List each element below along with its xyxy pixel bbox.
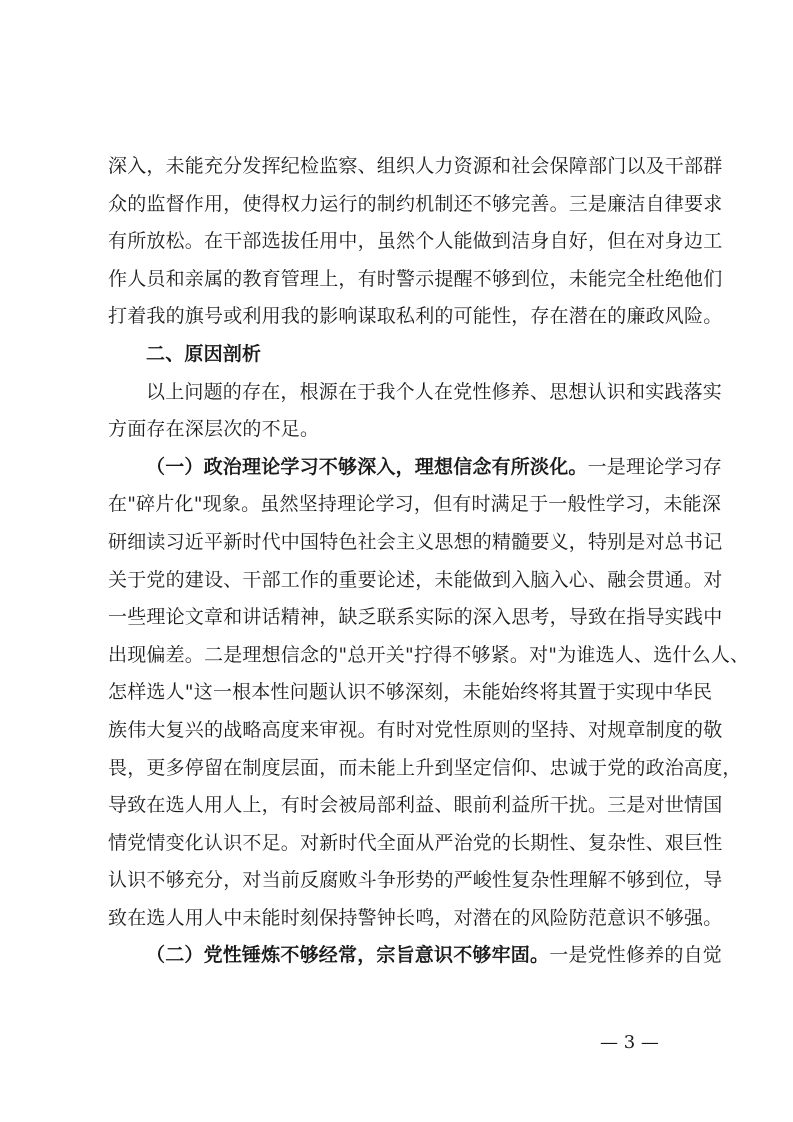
text-line: 深入，未能充分发挥纪检监察、组织人力资源和社会保障部门以及干部群 [108,155,723,177]
text-line: 有所放松。在干部选拔任用中，虽然个人能做到洁身自好，但在对身边工 [108,230,723,253]
text-line: 出现偏差。二是理想信念的"总开关"拧得不够紧。对"为谁选人、选什么人、 [108,643,750,666]
text-line: 作人员和亲属的教育管理上，有时警示提醒不够到位，未能完全杜绝他们 [108,267,723,290]
text-line [108,937,723,975]
text-line: 怎样选人"这一根本性问题认识不够深刻，未能始终将其置于实现中华民 [108,681,713,704]
paragraph-continuation [108,148,723,336]
paragraph-subsection-2 [108,937,723,975]
text-line: 方面存在深层次的不足。 [108,418,320,441]
subsection-heading: （一）政治理论学习不够深入，理想信念有所淡化。 [146,455,588,478]
section-heading: 二、原因剖析 [146,342,262,365]
subsection-heading: （二）党性锤炼不够经常，宗旨意识不够牢固。 [146,944,550,967]
text-line: 导致在选人用人上，有时会被局部利益、眼前利益所干扰。三是对世情国 [108,794,723,817]
text-line: 关于党的建设、干部工作的重要论述，未能做到入脑入心、融会贯通。对 [108,568,723,591]
page-number: — 3 — [600,1032,659,1053]
text-line: 族伟大复兴的战略高度来审视。有时对党性原则的坚持、对规章制度的敬 [108,718,723,741]
text-line [108,449,723,487]
document-page [108,148,750,975]
paragraph-intro [108,374,723,449]
text-line: 在"碎片化"现象。虽然坚持理论学习，但有时满足于一般性学习，未能深 [108,493,722,516]
text-run: 一是党性修养的自觉 [549,944,723,967]
text-line: 众的监督作用，使得权力运行的制约机制还不够完善。三是廉洁自律要求 [108,192,723,215]
text-line: 情党情变化认识不足。对新时代全面从严治党的长期性、复杂性、艰巨性 [108,831,723,854]
text-line: 一些理论文章和讲话精神，缺乏联系实际的深入思考，导致在指导实践中 [108,606,723,629]
text-line: 致在选人用人中未能时刻保持警钟长鸣，对潜在的风险防范意识不够强。 [108,906,723,929]
text-line: 打着我的旗号或利用我的影响谋取私利的可能性，存在潜在的廉政风险。 [108,305,723,328]
text-line: 畏，更多停留在制度层面，而未能上升到坚定信仰、忠诚于党的政治高度， [108,756,742,779]
paragraph-subsection-1 [108,449,750,938]
text-line: 认识不够充分，对当前反腐败斗争形势的严峻性复杂性理解不够到位，导 [108,869,723,892]
text-run: 一是理论学习存 [587,455,723,478]
text-line: 研细读习近平新时代中国特色社会主义思想的精髓要义，特别是对总书记 [108,530,723,553]
text-line: 以上问题的存在，根源在于我个人在党性修养、思想认识和实践落实 [146,380,723,403]
